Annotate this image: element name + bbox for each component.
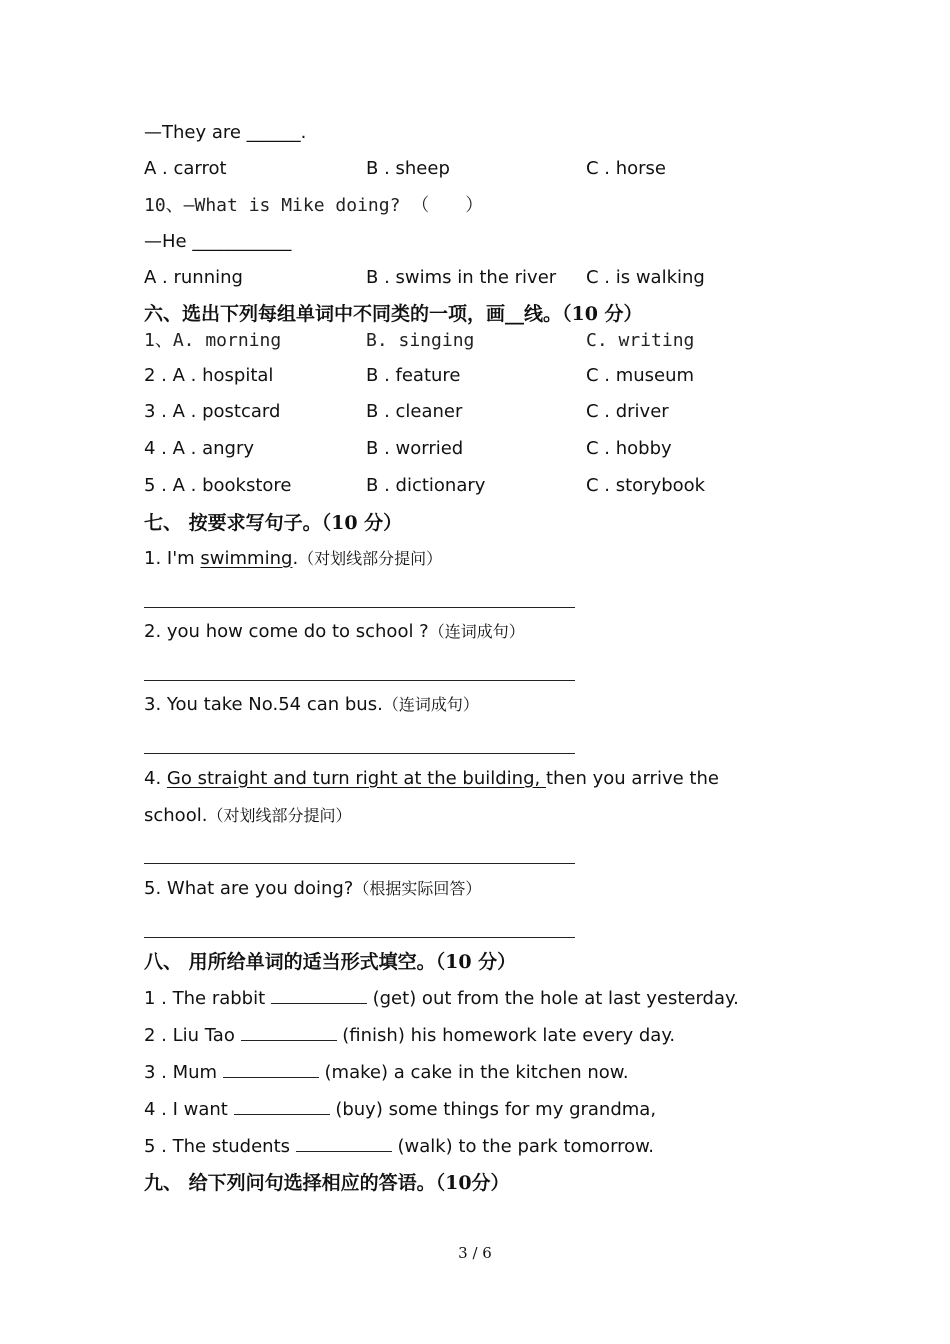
s7-sentence-2 [144, 621, 525, 643]
q10-option-c: C . is walking [586, 267, 705, 288]
s7-2-note: （连词成句） [428, 622, 525, 641]
s6-item-4-c: C . hobby [586, 438, 672, 459]
page-number: 3 / 6 [458, 1244, 492, 1262]
section-8-title: 八、 用所给单词的适当形式填空。（10 分） [144, 951, 517, 973]
s7-1-underlined: swimming [200, 548, 293, 569]
s8-5-blank[interactable] [296, 1135, 392, 1152]
s7-4-text: 4. [144, 768, 167, 789]
s6-item-1-b: B. singing [366, 330, 475, 351]
s8-2-blank[interactable] [241, 1024, 337, 1041]
s6-item-2-b: B . feature [366, 365, 461, 386]
s8-4-text: 4 . I want [144, 1099, 234, 1120]
s8-2-text: 2 . Liu Tao [144, 1025, 241, 1046]
s7-1-answer-line[interactable] [144, 607, 575, 608]
s8-1-blank[interactable] [271, 987, 367, 1004]
q10-option-a: A . running [144, 267, 243, 288]
section-7-title: 七、 按要求写句子。（10 分） [144, 512, 403, 534]
s7-sentence-4-cont [144, 805, 351, 827]
s7-2-text: 2. you how come do to school ? [144, 621, 429, 642]
section-6-title: 六、选出下列每组单词中不同类的一项，画__线。（10 分） [144, 303, 643, 325]
s8-item-4 [144, 1098, 656, 1121]
s6-item-1-c: C. writing [586, 330, 695, 351]
q9-option-c: C . horse [586, 158, 667, 179]
q9-option-a: A . carrot [144, 158, 227, 179]
s6-item-5-b: B . dictionary [366, 475, 486, 496]
s6-item-4-b: B . worried [366, 438, 464, 459]
s7-5-answer-line[interactable] [144, 937, 575, 938]
s8-5-text-end: (walk) to the park tomorrow. [391, 1136, 654, 1157]
q10-prompt: 10、—What is Mike doing? （ ） [144, 195, 484, 216]
s6-item-4-a: 4 . A . angry [144, 438, 255, 459]
q10-answer-line: —He ___________ [144, 231, 292, 252]
s7-1-note: （对划线部分提问） [298, 549, 443, 568]
s6-item-3-b: B . cleaner [366, 401, 463, 422]
s7-sentence-4 [144, 768, 719, 790]
s8-2-text-end: (finish) his homework late every day. [336, 1025, 676, 1046]
s8-4-blank[interactable] [234, 1098, 330, 1115]
s6-item-2-a: 2 . A . hospital [144, 365, 274, 386]
s6-item-2-c: C . museum [586, 365, 695, 386]
s8-item-3 [144, 1061, 629, 1084]
s8-5-text: 5 . The students [144, 1136, 296, 1157]
s7-2-answer-line[interactable] [144, 680, 575, 681]
section-9-title: 九、 给下列问句选择相应的答语。（10分） [144, 1172, 510, 1194]
s8-3-text-end: (make) a cake in the kitchen now. [318, 1062, 629, 1083]
s7-1-text-end: . [292, 548, 299, 569]
s7-sentence-3 [144, 694, 479, 716]
s8-3-blank[interactable] [223, 1061, 319, 1078]
s7-sentence-1 [144, 548, 442, 570]
s7-4-note: （对划线部分提问） [207, 806, 352, 825]
s7-5-note: （根据实际回答） [353, 879, 482, 898]
s7-3-text: 3. You take No.54 can bus. [144, 694, 383, 715]
s7-sentence-5 [144, 878, 481, 900]
s8-4-text-end: (buy) some things for my grandma, [329, 1099, 657, 1120]
s8-1-text-end: (get) out from the hole at last yesterday. [366, 988, 739, 1009]
q9-option-b: B . sheep [366, 158, 450, 179]
s6-item-3-c: C . driver [586, 401, 669, 422]
s6-item-1-a: 1、A. morning [144, 330, 282, 351]
s7-4-answer-line[interactable] [144, 863, 575, 864]
s8-3-text: 3 . Mum [144, 1062, 223, 1083]
s7-4-text-end: then you arrive the [545, 768, 719, 789]
s7-1-text: 1. I'm [144, 548, 201, 569]
s7-3-answer-line[interactable] [144, 753, 575, 754]
s6-item-3-a: 3 . A . postcard [144, 401, 281, 422]
s8-item-5 [144, 1135, 654, 1158]
s8-item-1 [144, 987, 739, 1010]
s8-item-2 [144, 1024, 675, 1047]
s6-item-5-a: 5 . A . bookstore [144, 475, 292, 496]
s7-4-underlined: Go straight and turn right at the building, [166, 768, 546, 789]
s7-5-text: 5. What are you doing? [144, 878, 354, 899]
q10-option-b: B . swims in the river [366, 267, 557, 288]
q9-answer-line: —They are ______. [144, 122, 307, 143]
s7-3-note: （连词成句） [382, 695, 479, 714]
s8-1-text: 1 . The rabbit [144, 988, 271, 1009]
s6-item-5-c: C . storybook [586, 475, 706, 496]
s7-4-cont-text: school. [144, 805, 208, 826]
